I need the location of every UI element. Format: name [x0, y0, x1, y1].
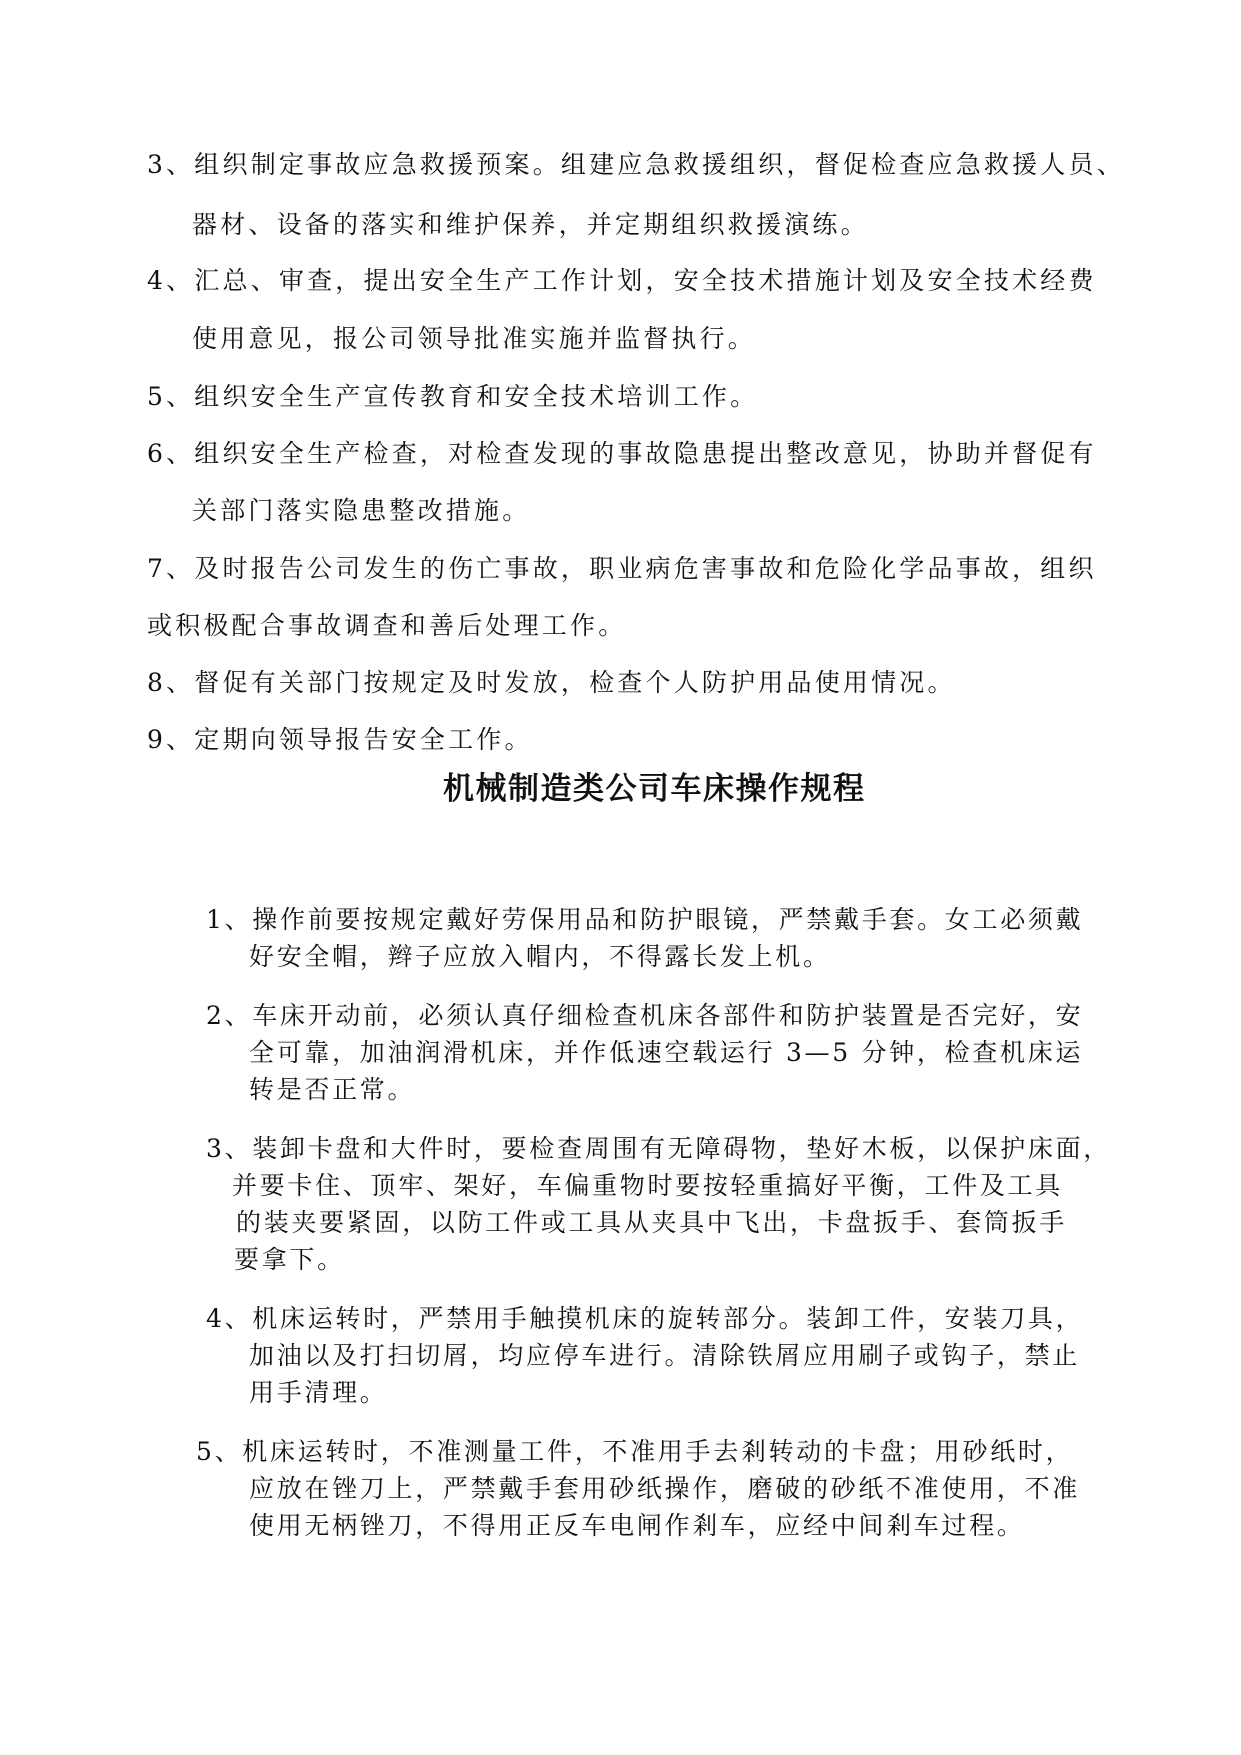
rule-item-3-line-2: 并要卡住、顶牢、架好，车偏重物时要按轻重搞好平衡，工件及工具 — [232, 1171, 1064, 1200]
rule-item-1-line-1: 1、操作前要按规定戴好劳保用品和防护眼镜，严禁戴手套。女工必须戴 — [206, 905, 1084, 934]
rule-item-2-line-3: 转是否正常。 — [249, 1075, 416, 1104]
rule-item-4-line-2: 加油以及打扫切屑，均应停车进行。清除铁屑应用刷子或钩子，禁止 — [249, 1341, 1081, 1370]
duty-item-3-line-1: 3、组织制定事故应急救援预案。组建应急救援组织，督促检查应急救援人员、 — [147, 150, 1125, 179]
rule-item-1-line-2: 好安全帽，辫子应放入帽内，不得露长发上机。 — [249, 942, 831, 971]
rule-item-4-line-3: 用手清理。 — [249, 1378, 388, 1407]
rule-item-2-line-2: 全可靠，加油润滑机床，并作低速空载运行 3—5 分钟，检查机床运 — [249, 1038, 1084, 1067]
section-title: 机械制造类公司车床操作规程 — [443, 771, 866, 807]
rule-item-4-line-1: 4、机床运转时，严禁用手触摸机床的旋转部分。装卸工件，安装刀具， — [206, 1304, 1084, 1333]
duty-item-9-line-1: 9、定期向领导报告安全工作。 — [147, 725, 533, 754]
rule-item-3-line-4: 要拿下。 — [234, 1245, 345, 1274]
duty-item-6-line-1: 6、组织安全生产检查，对检查发现的事故隐患提出整改意见，协助并督促有 — [147, 439, 1097, 468]
duty-item-8-line-1: 8、督促有关部门按规定及时发放，检查个人防护用品使用情况。 — [147, 668, 956, 697]
duty-item-3-line-2: 器材、设备的落实和维护保养，并定期组织救援演练。 — [192, 210, 869, 239]
duty-item-4-line-1: 4、汇总、审查，提出安全生产工作计划，安全技术措施计划及安全技术经费 — [147, 266, 1097, 295]
rule-item-5-line-1: 5、机床运转时，不准测量工件，不准用手去剎转动的卡盘；用砂纸时， — [196, 1437, 1074, 1466]
duty-item-7-line-1: 7、及时报告公司发生的伤亡事故，职业病危害事故和危险化学品事故，组织 — [147, 554, 1097, 583]
rule-item-3-line-1: 3、装卸卡盘和大件时，要检查周围有无障碍物，垫好木板，以保护床面， — [206, 1134, 1112, 1163]
rule-item-2-line-1: 2、车床开动前，必须认真仔细检查机床各部件和防护装置是否完好，安 — [206, 1001, 1084, 1030]
duty-item-6-line-2: 关部门落实隐患整改措施。 — [192, 496, 531, 525]
duty-item-5-line-1: 5、组织安全生产宣传教育和安全技术培训工作。 — [147, 382, 759, 411]
rule-item-5-line-3: 使用无柄锉刀，不得用正反车电闸作剎车，应经中间剎车过程。 — [249, 1511, 1025, 1540]
duty-item-7-line-2: 或积极配合事故调查和善后处理工作。 — [147, 611, 627, 640]
rule-item-3-line-3: 的装夹要紧固，以防工件或工具从夹具中飞出，卡盘扳手、套筒扳手 — [236, 1208, 1068, 1237]
duty-item-4-line-2: 使用意见，报公司领导批准实施并监督执行。 — [192, 324, 757, 353]
rule-item-5-line-2: 应放在锉刀上，严禁戴手套用砂纸操作，磨破的砂纸不准使用，不准 — [249, 1474, 1081, 1503]
